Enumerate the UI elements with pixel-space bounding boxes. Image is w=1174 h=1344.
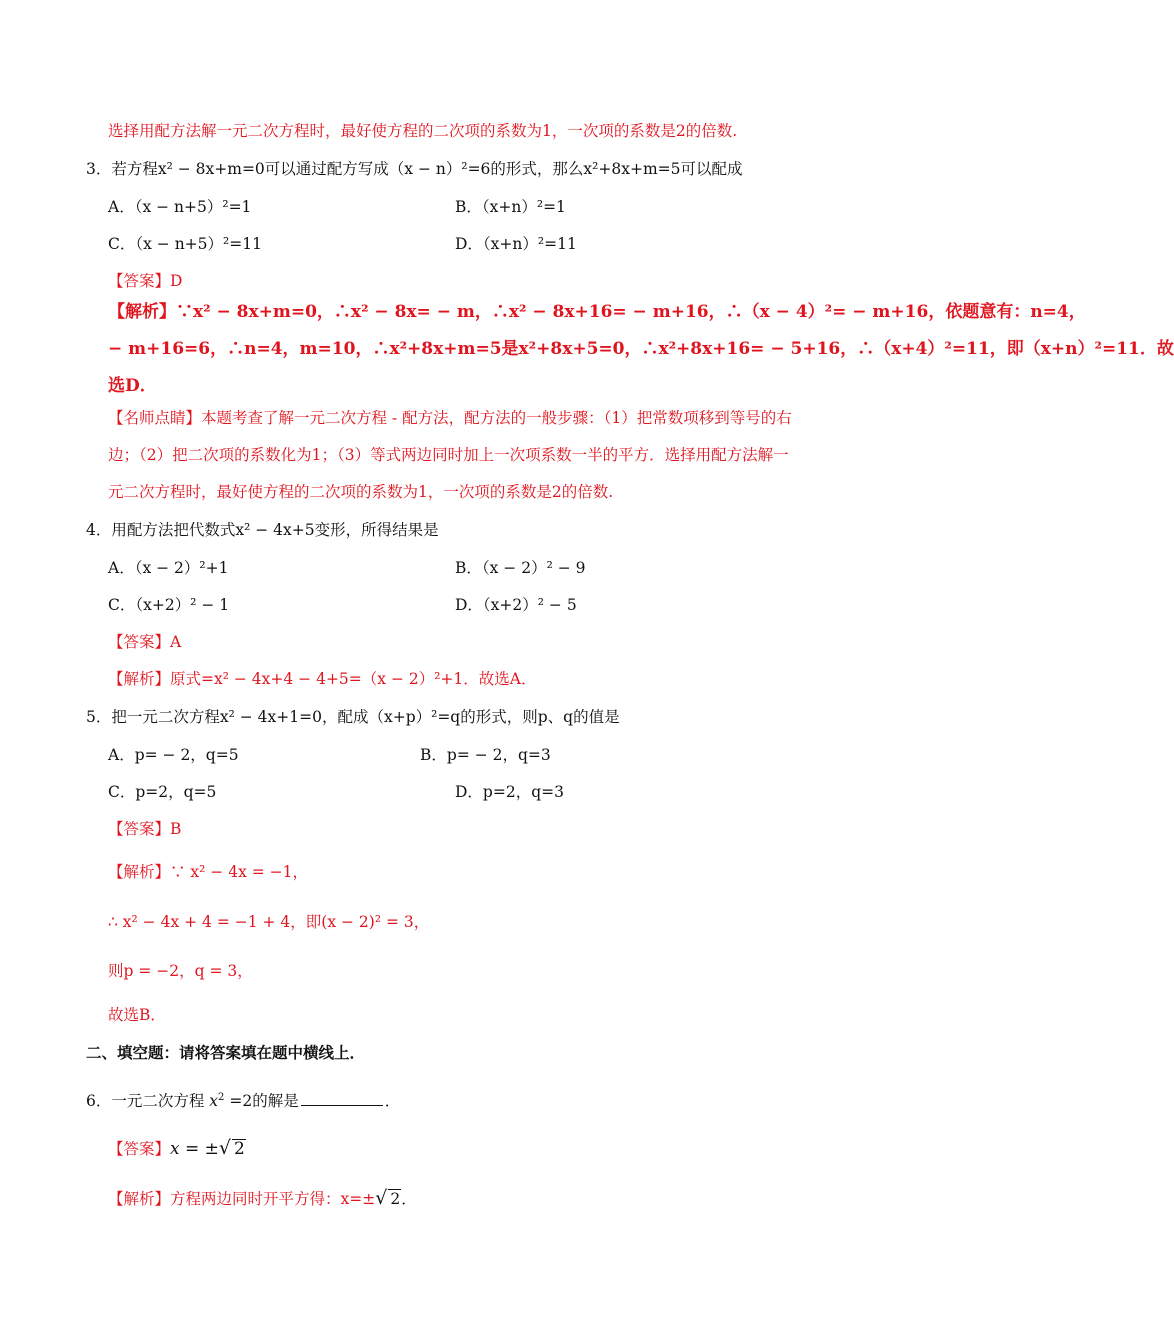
text-line: C．（x − n+5）²=11 (108, 235, 262, 253)
text-line: B．（x − 2）² − 9 (455, 559, 586, 577)
text-line: − m+16=6，∴n=4，m=10，∴x²+8x+m=5是x²+8x+5=0，∴x²+8x+16= − 5+16，∴（x+4）²=11，即（x+n）²=11．故 (108, 339, 1174, 359)
explanation-6-end: ． (401, 1190, 417, 1208)
explanation-6-label: 【解析】 (108, 1190, 171, 1208)
text-line: 【答案】A (108, 633, 182, 651)
text-line: 【解析】∵ x² − 4x = −1， (108, 863, 309, 881)
text-line: D．p=2，q=3 (455, 783, 564, 801)
text-line: 【解析】原式=x² − 4x+4 − 4+5=（x − 2）²+1．故选A． (108, 670, 537, 688)
explanation-6-radicand: 2 (390, 1190, 401, 1208)
text-line: 【名师点睛】本题考查了解一元二次方程 - 配方法，配方法的一般步骤：（1）把常数项移到等号的右 (108, 409, 792, 427)
text-line: D．（x+n）²=11 (455, 235, 577, 253)
text-line: 5．把一元二次方程x² − 4x+1=0，配成（x+p）²=q的形式，则p、q的值是 (86, 708, 620, 726)
question-6 (86, 1088, 400, 1111)
question-6-end: ． (384, 1092, 401, 1111)
text-line: 选择用配方法解一元二次方程时，最好使方程的二次项的系数为1，一次项的系数是2的倍数. (108, 122, 738, 140)
text-line: C．p=2，q=5 (108, 783, 217, 801)
text-line: A．（x − 2）²+1 (108, 559, 229, 577)
text-line: A．p= − 2，q=5 (108, 746, 239, 764)
text-line: A．（x − n+5）²=1 (108, 198, 252, 216)
sqrt-symbol: √ (375, 1187, 388, 1209)
answer-6-radicand: 2 (234, 1139, 245, 1159)
text-line: 选D． (108, 376, 157, 396)
answer-6-expression: x = ± (170, 1139, 219, 1159)
text-line: 边；（2）把二次项的系数化为1；（3）等式两边同时加上一次项系数一半的平方．选择用配方法解一 (108, 446, 789, 464)
sqrt-symbol: √ (218, 1137, 232, 1159)
text-line: 【答案】B (108, 820, 182, 838)
text-line: 4．用配方法把代数式x² − 4x+5变形，所得结果是 (86, 521, 439, 539)
text-line: B．（x+n）²=1 (455, 198, 566, 216)
text-line: 故选B． (108, 1006, 166, 1024)
text-line: D．（x+2）² − 5 (455, 596, 577, 614)
answer-blank[interactable] (301, 1089, 383, 1106)
text-line: 则p = −2，q = 3， (108, 962, 253, 980)
question-6-middle: =2的解是 (224, 1092, 299, 1111)
text-line: B．p= − 2，q=3 (420, 746, 551, 764)
text-line: ∴ x² − 4x + 4 = −1 + 4，即(x − 2)² = 3， (108, 913, 430, 931)
explanation-6-text: 方程两边同时开平方得：x=± (170, 1190, 376, 1208)
text-line: C．（x+2）² − 1 (108, 596, 230, 614)
explanation-6 (108, 1188, 417, 1209)
text-line: 3．若方程x² − 8x+m=0可以通过配方写成（x − n）²=6的形式，那么x²+8x+m=5可以配成 (86, 160, 743, 178)
question-6-exponent: 2 (218, 1092, 225, 1103)
question-6-variable: x (209, 1092, 219, 1111)
answer-6-label: 【答案】 (108, 1140, 171, 1158)
answer-6 (108, 1138, 246, 1159)
text-line: 【解析】∵x² − 8x+m=0，∴x² − 8x= − m，∴x² − 8x+16= − m+16，∴（x − 4）²= − m+16，依题意有：n=4， (108, 302, 1086, 322)
text-line: 二、填空题：请将答案填在题中横线上． (86, 1043, 366, 1062)
text-line: 元二次方程时，最好使方程的二次项的系数为1，一次项的系数是2的倍数. (108, 483, 614, 501)
text-line: 【答案】D (108, 272, 183, 290)
question-6-prefix: 6．一元二次方程 (86, 1092, 210, 1111)
